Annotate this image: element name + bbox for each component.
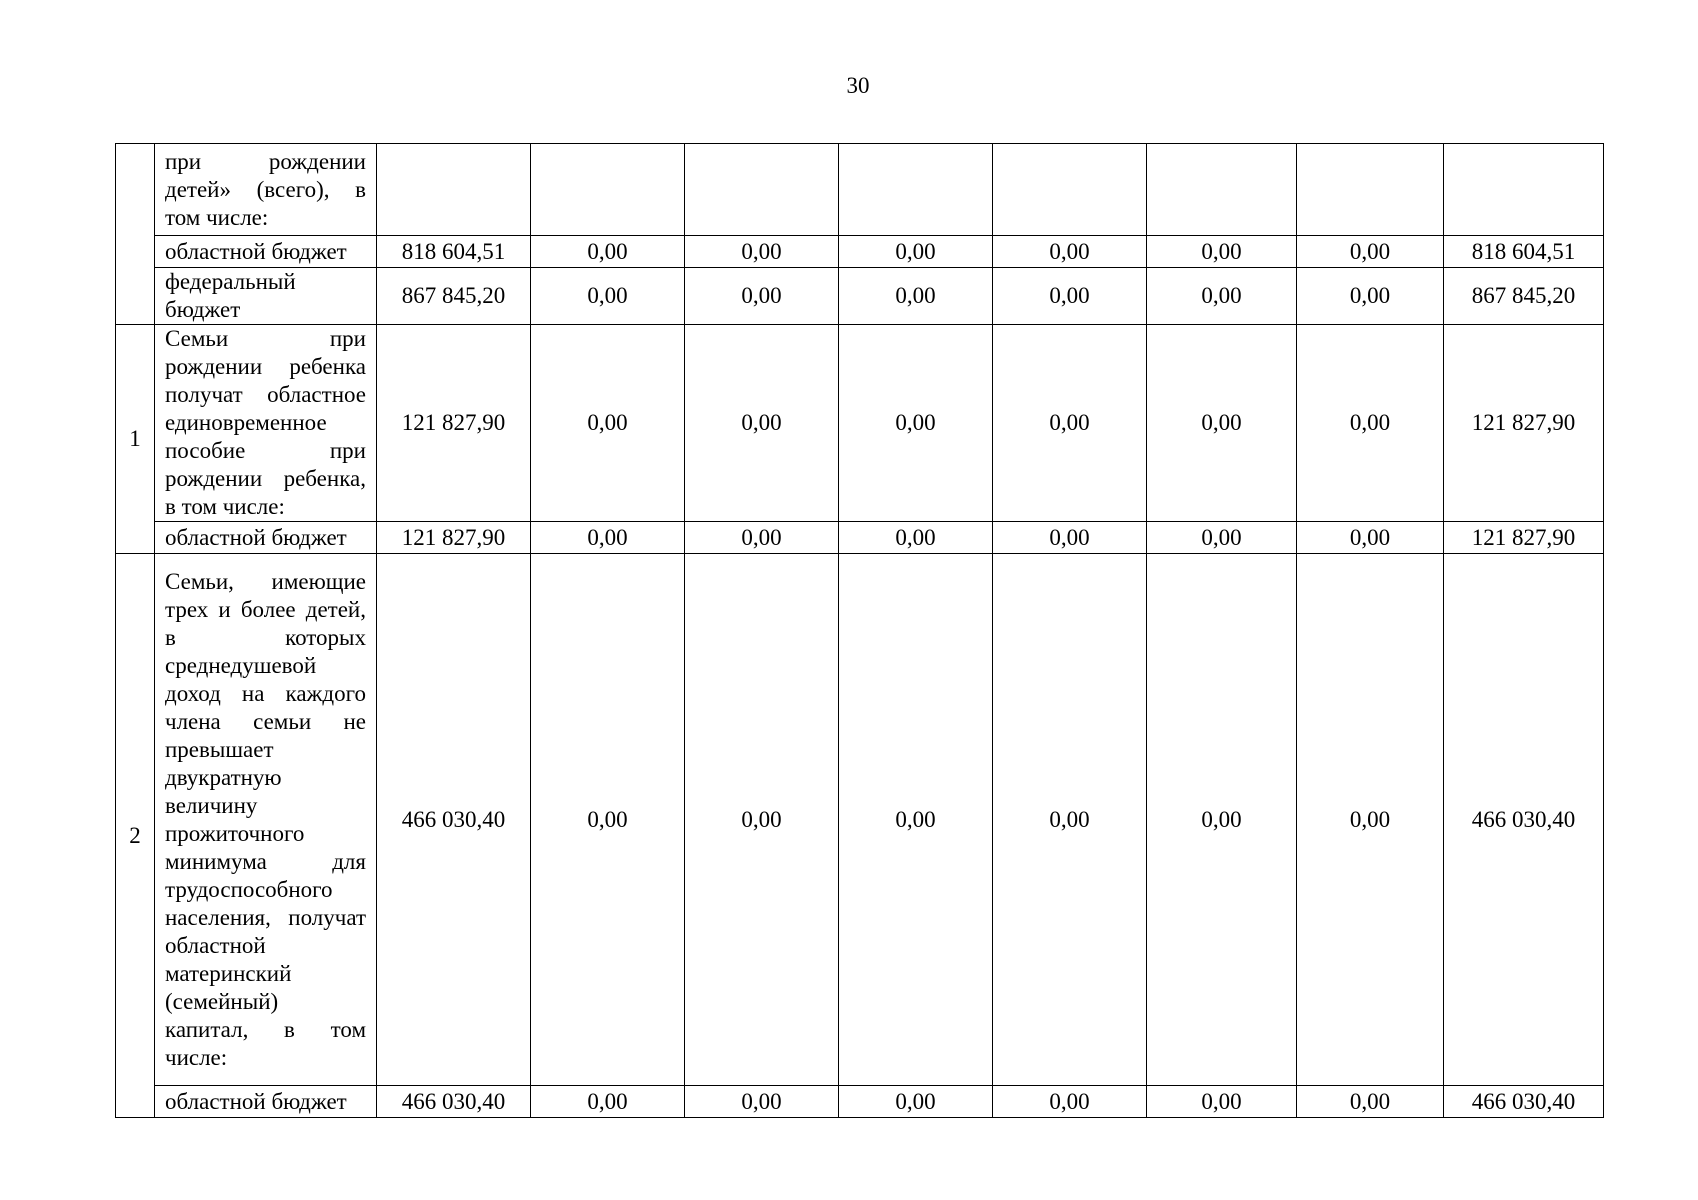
- value-cell: 867 845,20: [377, 268, 531, 325]
- value-cell: 0,00: [839, 1086, 993, 1118]
- value-cell: 0,00: [1147, 236, 1297, 268]
- table-row: [116, 522, 1604, 554]
- value-cell: 121 827,90: [377, 325, 531, 522]
- value-cell: 0,00: [1297, 325, 1444, 522]
- value-cell: 0,00: [685, 1086, 839, 1118]
- value-cell: 121 827,90: [1444, 522, 1604, 554]
- value-cell: 0,00: [1147, 268, 1297, 325]
- value-cell: 0,00: [1297, 236, 1444, 268]
- value-cell: 466 030,40: [1444, 1086, 1604, 1118]
- value-cell: 466 030,40: [377, 554, 531, 1086]
- value-cell: 0,00: [1147, 325, 1297, 522]
- value-cell: 0,00: [531, 522, 685, 554]
- value-cell: 0,00: [685, 522, 839, 554]
- value-cell: 0,00: [685, 236, 839, 268]
- value-cell: 818 604,51: [377, 236, 531, 268]
- row-number-cell: 1: [116, 325, 155, 554]
- value-cell: 0,00: [1297, 1086, 1444, 1118]
- value-cell: [993, 144, 1147, 236]
- value-cell: [685, 144, 839, 236]
- value-cell: 0,00: [839, 236, 993, 268]
- value-cell: 466 030,40: [1444, 554, 1604, 1086]
- value-cell: 0,00: [993, 522, 1147, 554]
- table-row: [116, 1086, 1604, 1118]
- value-cell: 0,00: [685, 325, 839, 522]
- table-row: [116, 236, 1604, 268]
- table-row: [116, 144, 1604, 236]
- table-row: [116, 325, 1604, 522]
- value-cell: 0,00: [1297, 522, 1444, 554]
- value-cell: 0,00: [1297, 554, 1444, 1086]
- description-cell: федеральный бюджет: [155, 268, 377, 325]
- value-cell: 466 030,40: [377, 1086, 531, 1118]
- table-row: [116, 268, 1604, 325]
- value-cell: 0,00: [993, 1086, 1147, 1118]
- value-cell: 0,00: [839, 325, 993, 522]
- value-cell: 0,00: [1147, 554, 1297, 1086]
- value-cell: 0,00: [839, 522, 993, 554]
- value-cell: [1444, 144, 1604, 236]
- value-cell: 0,00: [839, 554, 993, 1086]
- value-cell: 0,00: [1297, 268, 1444, 325]
- description-cell: областной бюджет: [155, 1086, 377, 1118]
- value-cell: [377, 144, 531, 236]
- value-cell: 0,00: [1147, 1086, 1297, 1118]
- row-number-cell: 2: [116, 554, 155, 1118]
- value-cell: 121 827,90: [377, 522, 531, 554]
- value-cell: 0,00: [1147, 522, 1297, 554]
- value-cell: 0,00: [993, 236, 1147, 268]
- value-cell: [1147, 144, 1297, 236]
- value-cell: 0,00: [531, 236, 685, 268]
- value-cell: [1297, 144, 1444, 236]
- description-cell: областной бюджет: [155, 522, 377, 554]
- value-cell: 0,00: [839, 268, 993, 325]
- value-cell: 0,00: [685, 554, 839, 1086]
- description-cell: Семьи при рождении ребенка получат областное единовременное пособие при рождении ребенка, в том числе:: [155, 325, 377, 522]
- value-cell: 867 845,20: [1444, 268, 1604, 325]
- row-number-cell: [116, 144, 155, 325]
- value-cell: 818 604,51: [1444, 236, 1604, 268]
- value-cell: 0,00: [531, 325, 685, 522]
- value-cell: 0,00: [531, 554, 685, 1086]
- value-cell: 0,00: [685, 268, 839, 325]
- value-cell: 0,00: [993, 554, 1147, 1086]
- value-cell: 0,00: [993, 325, 1147, 522]
- description-cell: при рождении детей» (всего), в том числе:: [155, 144, 377, 236]
- table-body: [116, 144, 1604, 1118]
- value-cell: [531, 144, 685, 236]
- page-number: 30: [846, 73, 870, 98]
- value-cell: 0,00: [531, 1086, 685, 1118]
- description-cell: Семьи, имеющие трех и более детей, в которых среднедушевой доход на каждого члена семьи не превышает двукратную величину прожиточного минимума для трудоспособного населения, получат областной материнский (семейный) капитал, в том числе:: [155, 554, 377, 1086]
- description-cell: областной бюджет: [155, 236, 377, 268]
- value-cell: 0,00: [531, 268, 685, 325]
- budget-table: [115, 143, 1604, 1118]
- value-cell: 0,00: [993, 268, 1147, 325]
- value-cell: [839, 144, 993, 236]
- value-cell: 121 827,90: [1444, 325, 1604, 522]
- table-row: [116, 554, 1604, 1086]
